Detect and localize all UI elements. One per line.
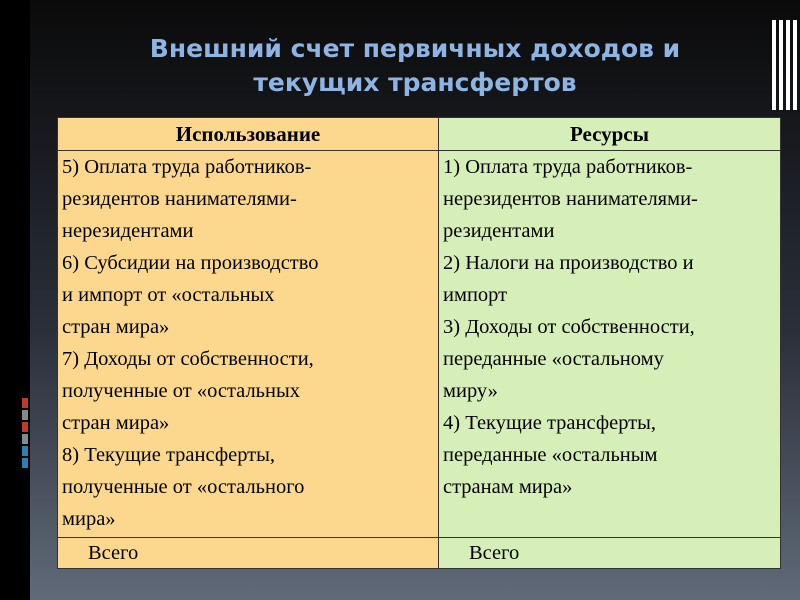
resources-line: странам мира» bbox=[443, 476, 573, 498]
usage-line: полученные от «остальных bbox=[62, 380, 301, 402]
resources-line: 3) Доходы от собственности, bbox=[443, 316, 695, 338]
resources-line: переданные «остальному bbox=[443, 348, 664, 370]
usage-line: 7) Доходы от собственности, bbox=[62, 348, 314, 370]
usage-line: полученные от «остального bbox=[62, 476, 305, 498]
resources-line: импорт bbox=[443, 284, 508, 306]
usage-line: 5) Оплата труда работников- bbox=[62, 156, 312, 178]
usage-line: и импорт от «остальных bbox=[62, 284, 275, 306]
usage-line: мира» bbox=[62, 508, 116, 530]
title-line-1: Внешний счет первичных доходов и bbox=[149, 34, 681, 63]
left-decoration bbox=[0, 0, 30, 600]
resources-line: 4) Текущие трансферты, bbox=[443, 412, 657, 434]
resources-line: 2) Налоги на производство и bbox=[443, 252, 694, 274]
resources-line: резидентами bbox=[443, 220, 555, 242]
usage-line: нерезидентами bbox=[62, 220, 194, 242]
usage-line: стран мира» bbox=[62, 316, 170, 338]
resources-line: 1) Оплата труда работников- bbox=[443, 156, 693, 178]
usage-cell bbox=[58, 151, 439, 538]
content-row bbox=[58, 151, 781, 538]
usage-line: стран мира» bbox=[62, 412, 170, 434]
resources-line: миру» bbox=[443, 380, 498, 402]
resources-line: нерезидентов нанимателями- bbox=[443, 188, 698, 210]
resources-line: переданные «остальным bbox=[443, 444, 658, 466]
usage-total: Всего bbox=[58, 538, 439, 569]
header-row bbox=[58, 118, 781, 151]
resources-cell bbox=[439, 151, 781, 538]
resources-total: Всего bbox=[439, 538, 781, 569]
header-usage: Использование bbox=[58, 118, 439, 151]
usage-line: резидентов нанимателями- bbox=[62, 188, 297, 210]
usage-line: 6) Субсидии на производство bbox=[62, 252, 319, 274]
header-resources: Ресурсы bbox=[439, 118, 781, 151]
accounts-table bbox=[57, 117, 781, 569]
slide-title bbox=[30, 32, 800, 100]
total-row bbox=[58, 538, 781, 569]
title-line-2: текущих трансфертов bbox=[253, 68, 577, 97]
usage-line: 8) Текущие трансферты, bbox=[62, 444, 276, 466]
